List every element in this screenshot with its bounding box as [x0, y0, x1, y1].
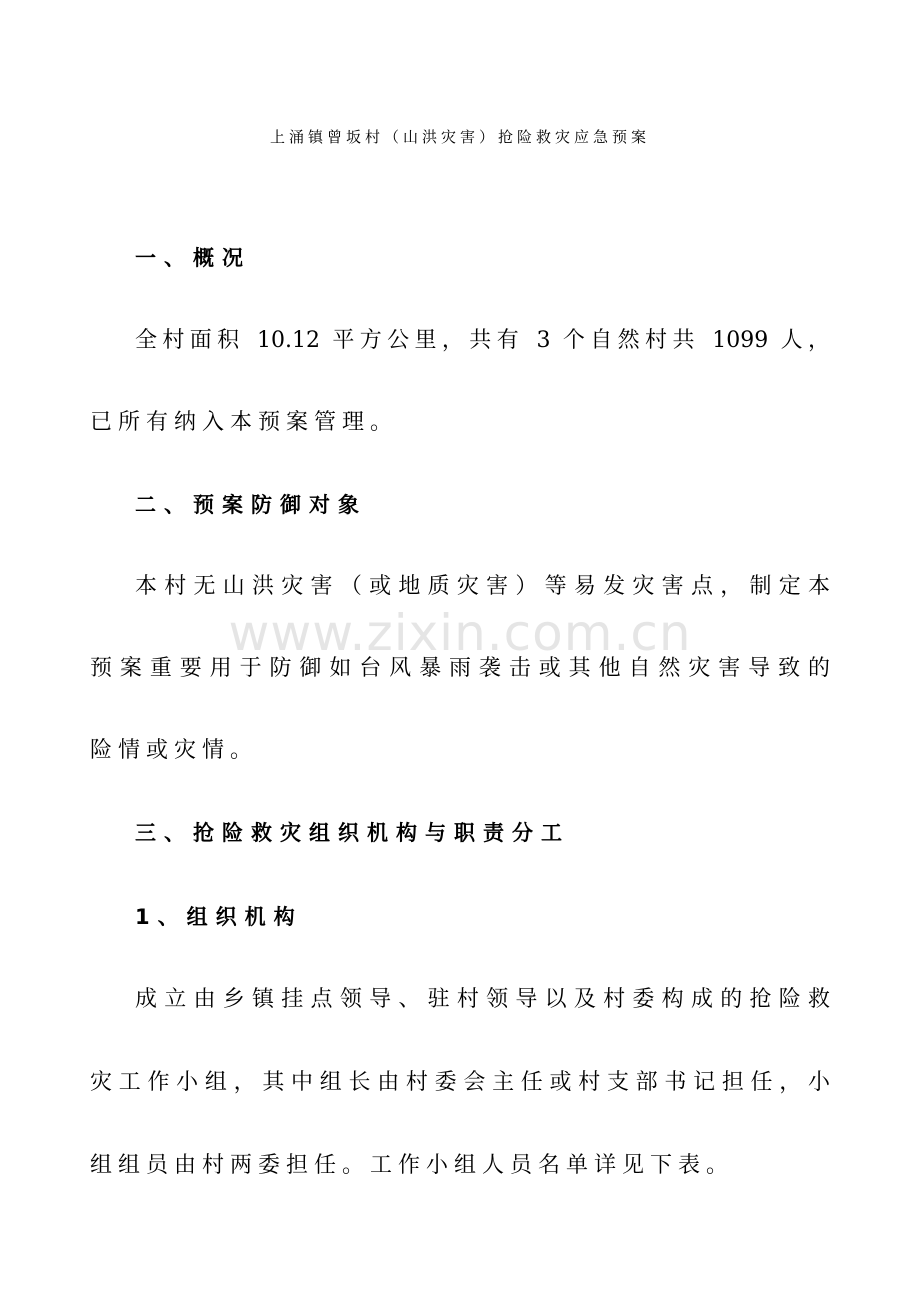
paragraph-line: 本村无山洪灾害（或地质灾害）等易发灾害点，制定本 [135, 574, 830, 599]
watermark: www.zixin.com.cn [228, 604, 692, 662]
section-heading-defense-targets: 二、预案防御对象 [135, 493, 367, 517]
paragraph-line: 已所有纳入本预案管理。 [90, 410, 399, 435]
section-heading-overview: 一、概况 [135, 246, 251, 270]
document-title: 上涌镇曾坂村（山洪灾害）抢险救灾应急预案 [269, 128, 650, 146]
paragraph-line: 组组员由村两委担任。工作小组人员名单详见下表。 [90, 1153, 735, 1178]
paragraph-line: 预案重要用于防御如台风暴雨袭击或其他自然灾害导致的 [90, 656, 830, 681]
paragraph-line: 险情或灾情。 [90, 738, 259, 763]
subsection-heading-organization-structure: 1、组织机构 [135, 905, 303, 929]
paragraph-line: 全村面积 10.12 平方公里，共有 3 个自然村共 1099 人， [135, 328, 830, 353]
paragraph-line: 灾工作小组，其中组长由村委会主任或村支部书记担任，小 [90, 1070, 830, 1095]
paragraph-line: 成立由乡镇挂点领导、驻村领导以及村委构成的抢险救 [135, 987, 830, 1012]
section-heading-organization: 三、抢险救灾组织机构与职责分工 [135, 821, 570, 845]
